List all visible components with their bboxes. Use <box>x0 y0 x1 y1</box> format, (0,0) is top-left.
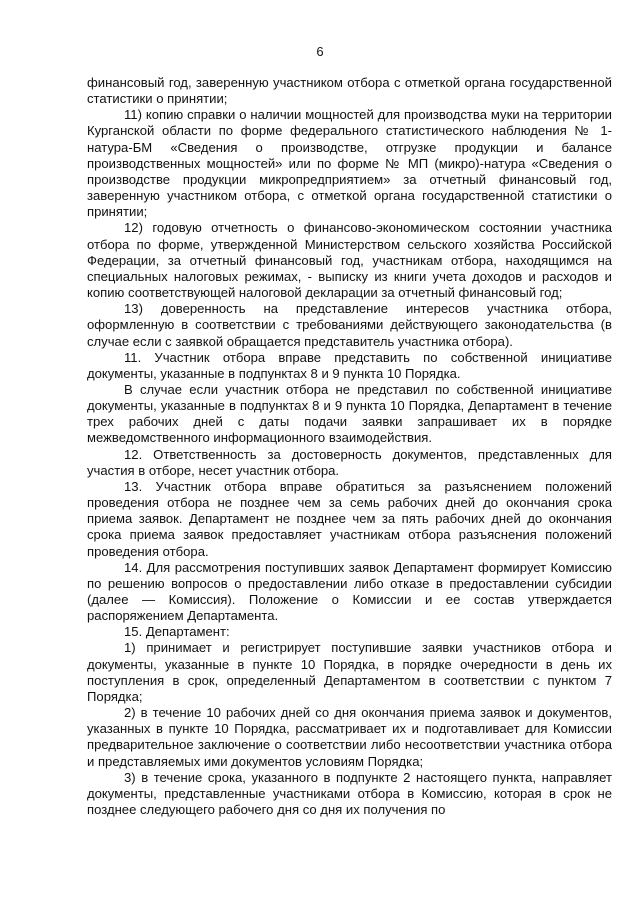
paragraph-clause-11-note: В случае если участник отбора не представил по собственной инициативе документы, указанные в подпунктах 8 и 9 пункта 10 Порядка, Департамент в течение трех рабочих дней с даты подачи заявки запрашивает их в порядке межведомственного информационного взаимодействия. <box>87 381 612 446</box>
document-body <box>87 75 612 818</box>
paragraph-clause-15-item-1: 1) принимает и регистрирует поступившие заявки участников отбора и документы, указанные в пункте 10 Порядка, в порядке очередности в день их поступления в срок, определенный Департаментом в соответствии с пунктом 7 Порядка; <box>87 640 612 704</box>
paragraph-clause-15-item-2: 2) в течение 10 рабочих дней со дня окончания приема заявок и документов, указанных в пункте 10 Порядка, рассматривает их и подготавливает для Комиссии предварительное заключение о соответствии либо несоответствии участника отбора и представляемых ими документов условиям Порядка; <box>87 705 612 769</box>
page-number: 6 <box>316 44 324 59</box>
paragraph-continuation: финансовый год, заверенную участником отбора с отметкой органа государственной статистики о принятии; <box>87 75 612 107</box>
paragraph-item-12: 12) годовую отчетность о финансово-экономическом состоянии участника отбора по форме, утвержденной Министерством сельского хозяйства Российской Федерации, за отчетный финансовый год, участникам отбора, находящимся на специальных налоговых режимах, - выписку из книги учета доходов и расходов и копию соответствующей налоговой декларации за отчетный финансовый год; <box>87 220 612 301</box>
paragraph-clause-14: 14. Для рассмотрения поступивших заявок Департамент формирует Комиссию по решению вопросов о предоставлении либо отказе в предоставлении субсидии (далее — Комиссия). Положение о Комиссии и ее состав утверждается распоряжением Департамента. <box>87 559 612 624</box>
paragraph-clause-11: 11. Участник отбора вправе представить по собственной инициативе документы, указанные в подпунктах 8 и 9 пункта 10 Порядка. <box>87 349 612 381</box>
paragraph-item-11: 11) копию справки о наличии мощностей для производства муки на территории Курганской области по форме федерального статистического наблюдения № 1-натура-БМ «Сведения о производстве, отгрузке продукции и балансе производственных мощностей» или по форме № МП (микро)-натура «Сведения о производстве продукции микропредприятием» за отчетный финансовый год, заверенную участником отбора, с отметкой органа государственной статистики о принятии; <box>87 107 612 220</box>
paragraph-clause-12: 12. Ответственность за достоверность документов, представленных для участия в отборе, несет участник отбора. <box>87 446 612 478</box>
paragraph-clause-15-item-3: 3) в течение срока, указанного в подпункте 2 настоящего пункта, направляет документы, представленные участниками отбора в Комиссию, которая в срок не позднее следующего рабочего дня со дня их получения по <box>87 769 612 818</box>
paragraph-clause-13: 13. Участник отбора вправе обратиться за разъяснением положений проведения отбора не позднее чем за семь рабочих дней до окончания срока приема заявок. Департамент не позднее чем за пять рабочих дней до окончания срока приема заявок предоставляет участникам отбора разъяснения положений проведения отбора. <box>87 478 612 559</box>
paragraph-item-13: 13) доверенность на представление интересов участника отбора, оформленную в соответствии с требованиями действующего законодательства (в случае если с заявкой обращается представитель участника отбора). <box>87 301 612 349</box>
paragraph-clause-15: 15. Департамент: <box>124 624 230 640</box>
